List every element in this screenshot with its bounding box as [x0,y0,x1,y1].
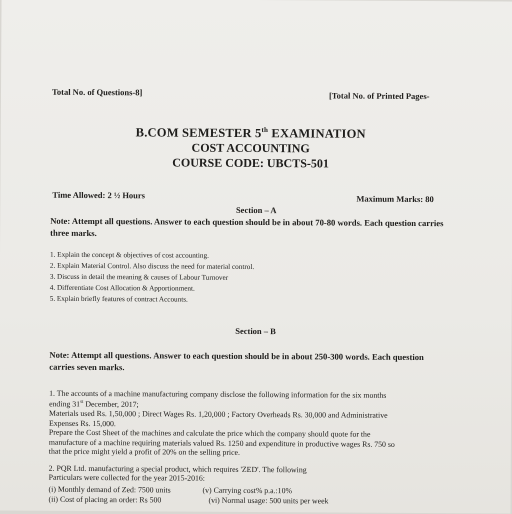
q2-item: (ii) Cost of placing an order: Rs 500 [48,494,162,505]
text-line: Prepare the Cost Sheet of the machines and calculate the price which the company should quote for the [48,427,371,439]
text-line: that the price might yield a profit of 20% on the selling price. [48,446,241,457]
question-item: 1. Explain the concept & objectives of cost accounting. [49,250,209,260]
q2-item: (i) Monthly demand of Zed: 7500 units [48,484,171,495]
section-a-question-list [50,250,255,306]
question-item: 3. Discuss in detail the meaning & causes of Labour Turnover [49,272,229,282]
section-a-note: Note: Attempt all questions. Answer to each question should be in about 70-80 words. Each question carries three marks. [50,215,444,239]
text-line: manufacture of a machine requiring materials valued Rs. 1250 and expenditure in productive wages Rs. 750 so [48,437,395,449]
exam-title: B.COM SEMESTER 5th EXAMINATION [135,125,366,141]
question-item: 2. Explain Material Control. Also discuss the need for material control. [49,261,255,271]
question-item: 4. Differentiate Cost Allocation & Apportionment. [49,283,195,293]
text-line: 1. The accounts of a machine manufacturing company disclose the following information for the six months [49,388,387,400]
total-questions-label: Total No. of Questions-8] [51,86,143,98]
text-line: Particulars were collected for the year 2015-2016: [48,473,205,484]
text-line: Expenses Rs. 15,000. [48,418,116,428]
question-1-text [49,389,449,459]
question-item: 5. Explain briefly features of contract Accounts. [49,294,188,304]
section-a-heading: Section – A [235,204,277,216]
section-b-note: Note: Attempt all questions. Answer to each question should be in about 250-300 words. Each question carries seven marks. [49,349,424,373]
course-code: COURSE CODE: UBCTS-501 [172,155,329,171]
q2-item: (vi) Normal usage: 500 units per week [208,495,329,506]
q2-item: (v) Carrying cost% p.a.:10% [202,485,293,496]
section-b-heading: Section – B [235,325,276,337]
maximum-marks: Maximum Marks: 80 [356,193,434,205]
text-line: Materials used Rs. 1,50,000 ; Direct Wages Rs. 1,20,000 ; Factory Overheads Rs. 30,000 and Administrative [49,409,388,421]
question-2-text [49,464,449,485]
subject-title: COST ACCOUNTING [191,140,310,156]
time-allowed: Time Allowed: 2 ½ Hours [52,189,146,201]
text-line: ending 31st December, 2017; [49,399,139,410]
total-pages-label: [Total No. of Printed Pages- [328,90,430,102]
text-line: 2. PQR Ltd. manufacturing a special product, which requires 'ZED'. The following [48,463,307,475]
